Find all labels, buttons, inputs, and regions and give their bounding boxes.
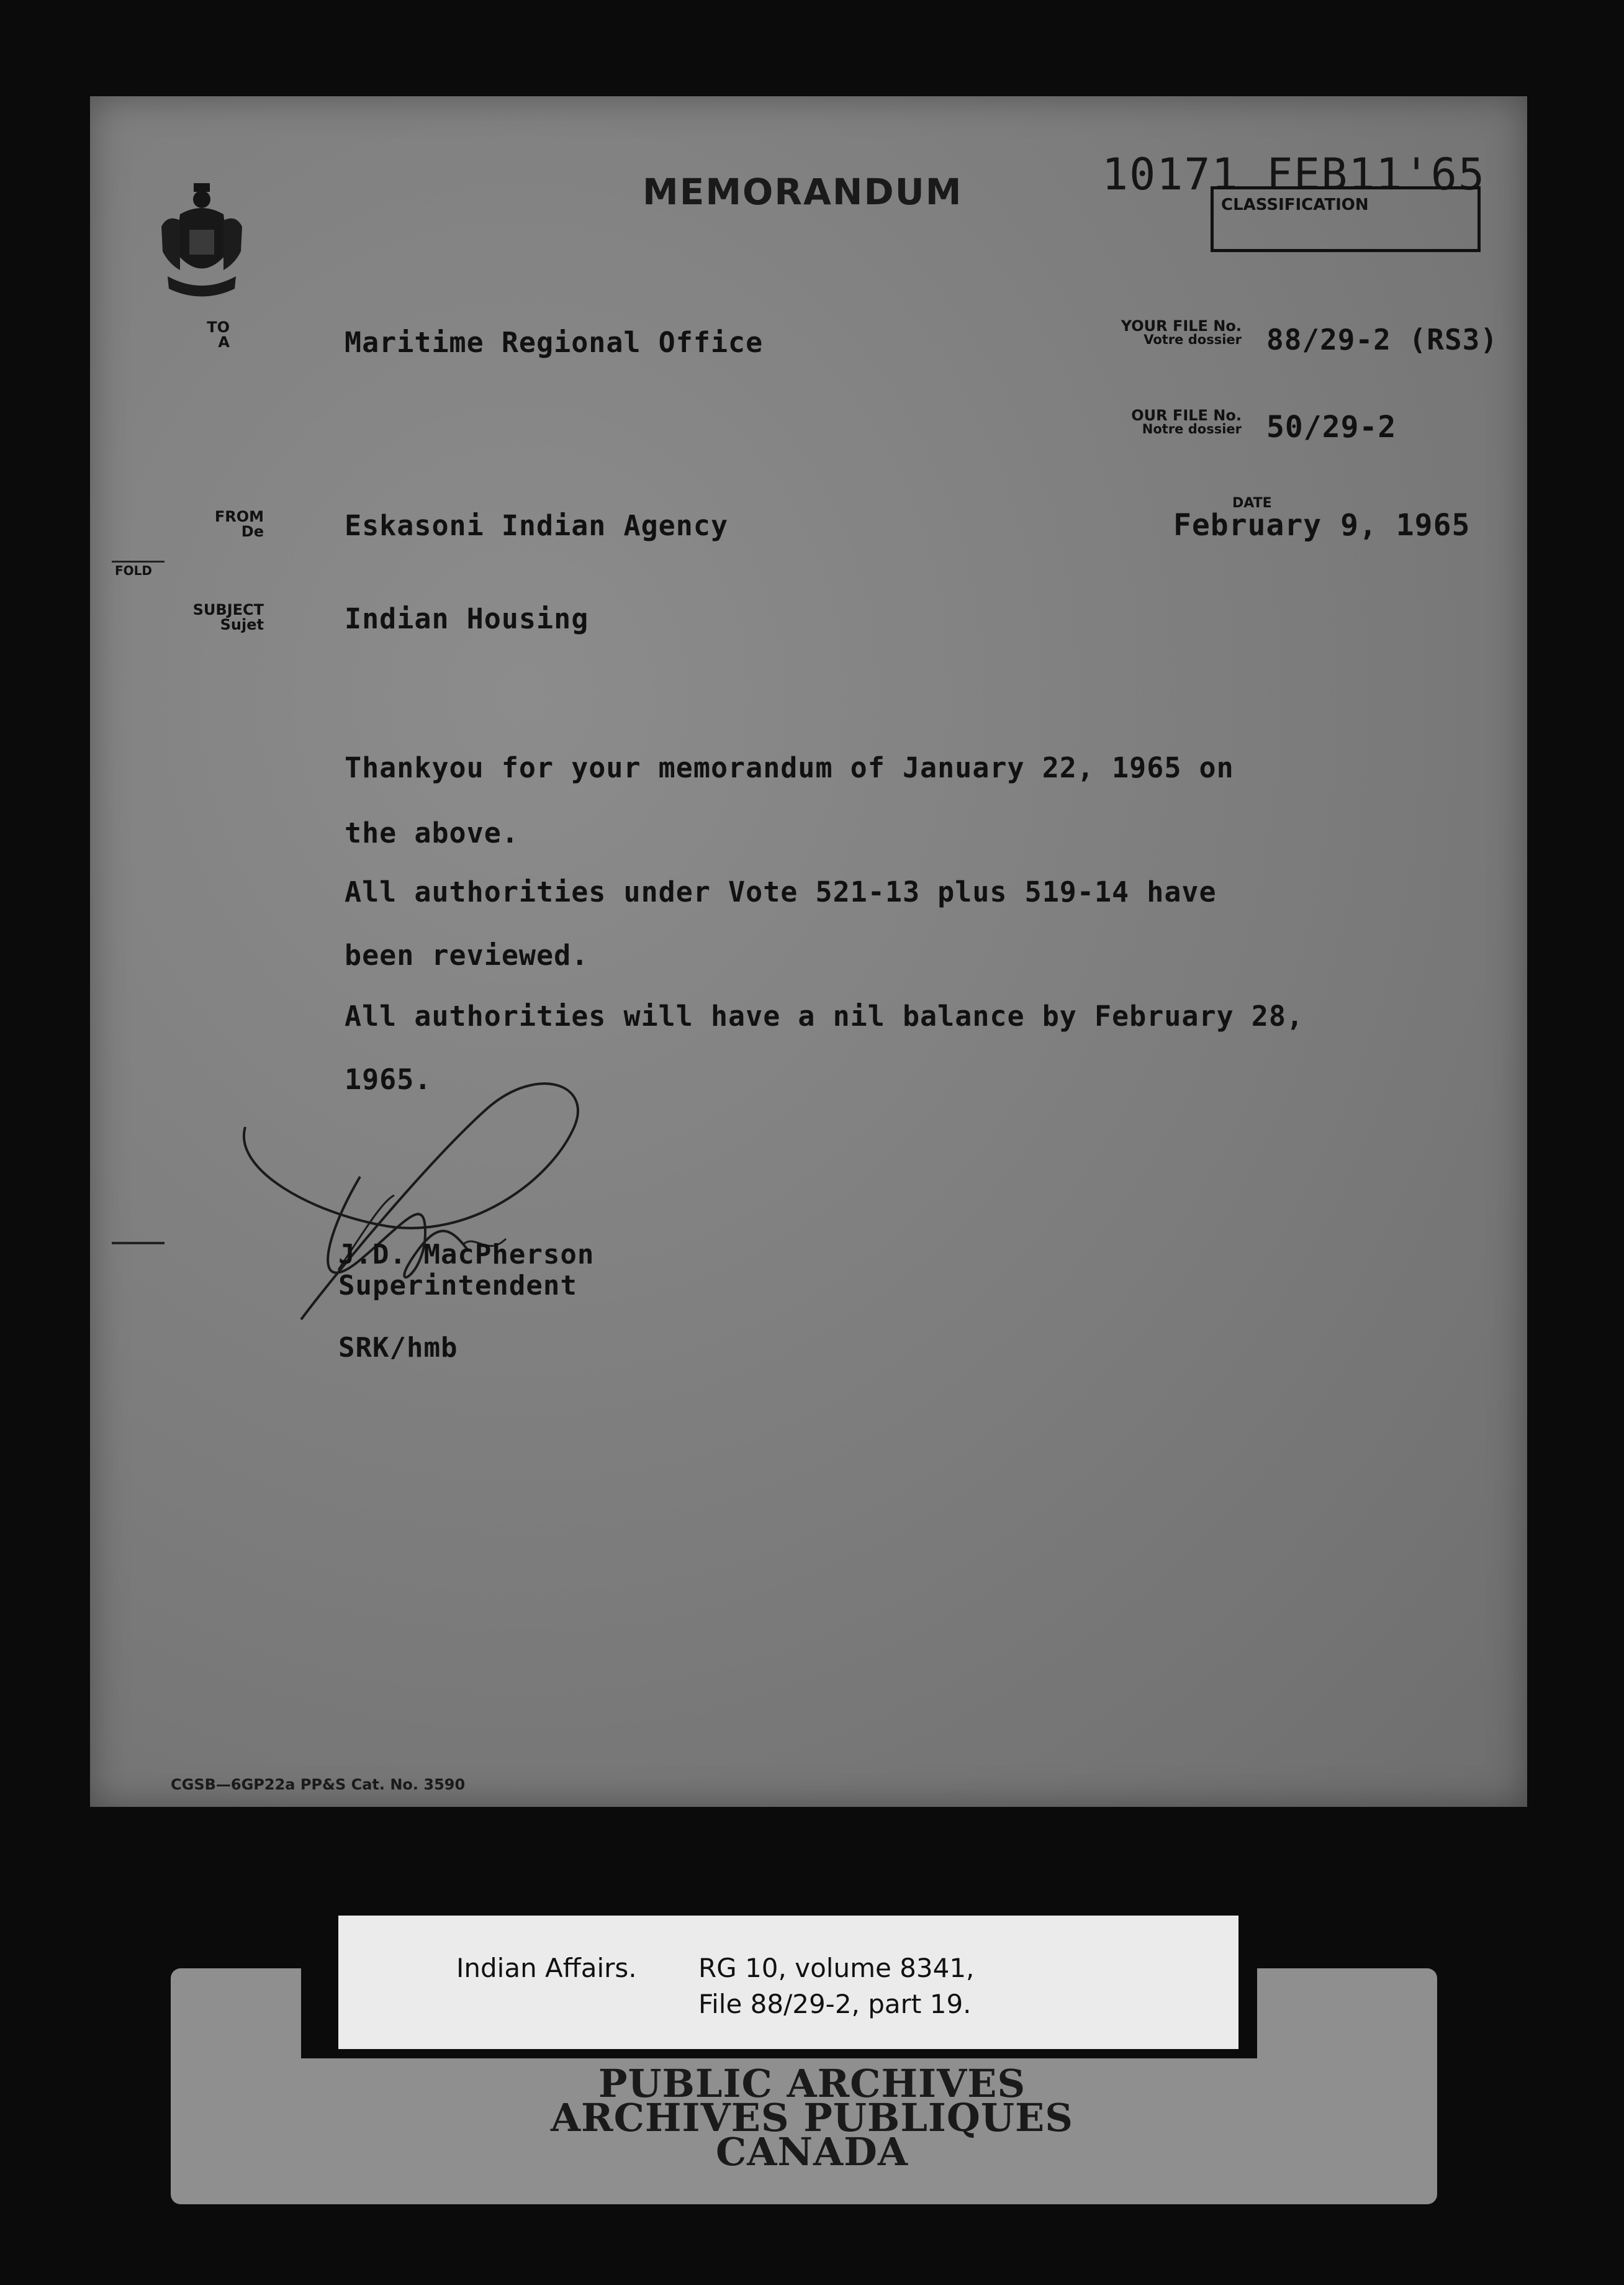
collection-name: Indian Affairs. — [456, 1953, 637, 1983]
archive-stamp-line: PUBLIC ARCHIVES — [598, 2061, 1026, 2106]
archive-stamp-line: CANADA — [715, 2129, 909, 2174]
classification-box — [1211, 186, 1481, 252]
from-label-en: FROM — [214, 508, 264, 525]
your-file-label-en: YOUR FILE No. — [1121, 317, 1242, 335]
to-value: Maritime Regional Office — [345, 326, 764, 359]
our-file-value: 50/29-2 — [1266, 410, 1397, 445]
date-value: February 9, 1965 — [1173, 508, 1471, 543]
from-value: Eskasoni Indian Agency — [345, 509, 729, 542]
memo-title: MEMORANDUM — [643, 171, 963, 213]
coat-of-arms-icon — [155, 177, 248, 307]
body-line: All authorities under Vote 521-13 plus 519-14 have — [345, 876, 1217, 908]
margin-mark — [112, 1242, 165, 1244]
body-line: All authorities will have a nil balance by February 28, — [345, 1000, 1304, 1033]
classification-label: CLASSIFICATION — [1221, 196, 1369, 214]
archive-reference-card — [338, 1916, 1238, 2049]
from-label-fr: De — [241, 523, 264, 540]
received-date-stamp: 10171 FEB11'65 — [1102, 149, 1486, 200]
to-label-fr: A — [218, 333, 230, 351]
your-file-value: 88/29-2 (RS3) — [1266, 323, 1499, 356]
archive-stamp-line: ARCHIVES PUBLIQUES — [550, 2095, 1074, 2140]
your-file-label — [1108, 319, 1242, 346]
reference-initials: SRK/hmb — [338, 1332, 458, 1364]
body-line: been reviewed. — [345, 939, 589, 972]
reference-line: RG 10, volume 8341, — [698, 1953, 975, 1983]
subject-label-en: SUBJECT — [192, 601, 264, 618]
from-label — [183, 509, 264, 539]
subject-value: Indian Housing — [345, 602, 589, 635]
signatory-title: Superintendent — [338, 1270, 577, 1301]
body-line: the above. — [345, 817, 519, 849]
body-line: Thankyou for your memorandum of January 22, 1965 on — [345, 751, 1234, 784]
fold-label: FOLD — [115, 563, 153, 578]
reference-line: File 88/29-2, part 19. — [698, 1989, 972, 2019]
our-file-label-en: OUR FILE No. — [1131, 407, 1242, 424]
to-label — [199, 320, 230, 350]
fold-line — [112, 561, 165, 563]
signatory-name: J.D. MacPherson — [338, 1239, 595, 1270]
our-file-label — [1108, 408, 1242, 436]
form-number: CGSB—6GP22a PP&S Cat. No. 3590 — [171, 1776, 466, 1793]
memorandum-sheet — [90, 96, 1527, 1807]
subject-label — [165, 602, 264, 632]
to-label-en: TO — [207, 319, 230, 336]
our-file-label-fr: Notre dossier — [1142, 422, 1242, 437]
handwritten-signature-icon — [227, 1071, 661, 1351]
body-line: 1965. — [345, 1063, 432, 1096]
subject-label-fr: Sujet — [220, 616, 264, 633]
your-file-label-fr: Votre dossier — [1144, 332, 1242, 347]
date-label: DATE — [1232, 495, 1272, 511]
